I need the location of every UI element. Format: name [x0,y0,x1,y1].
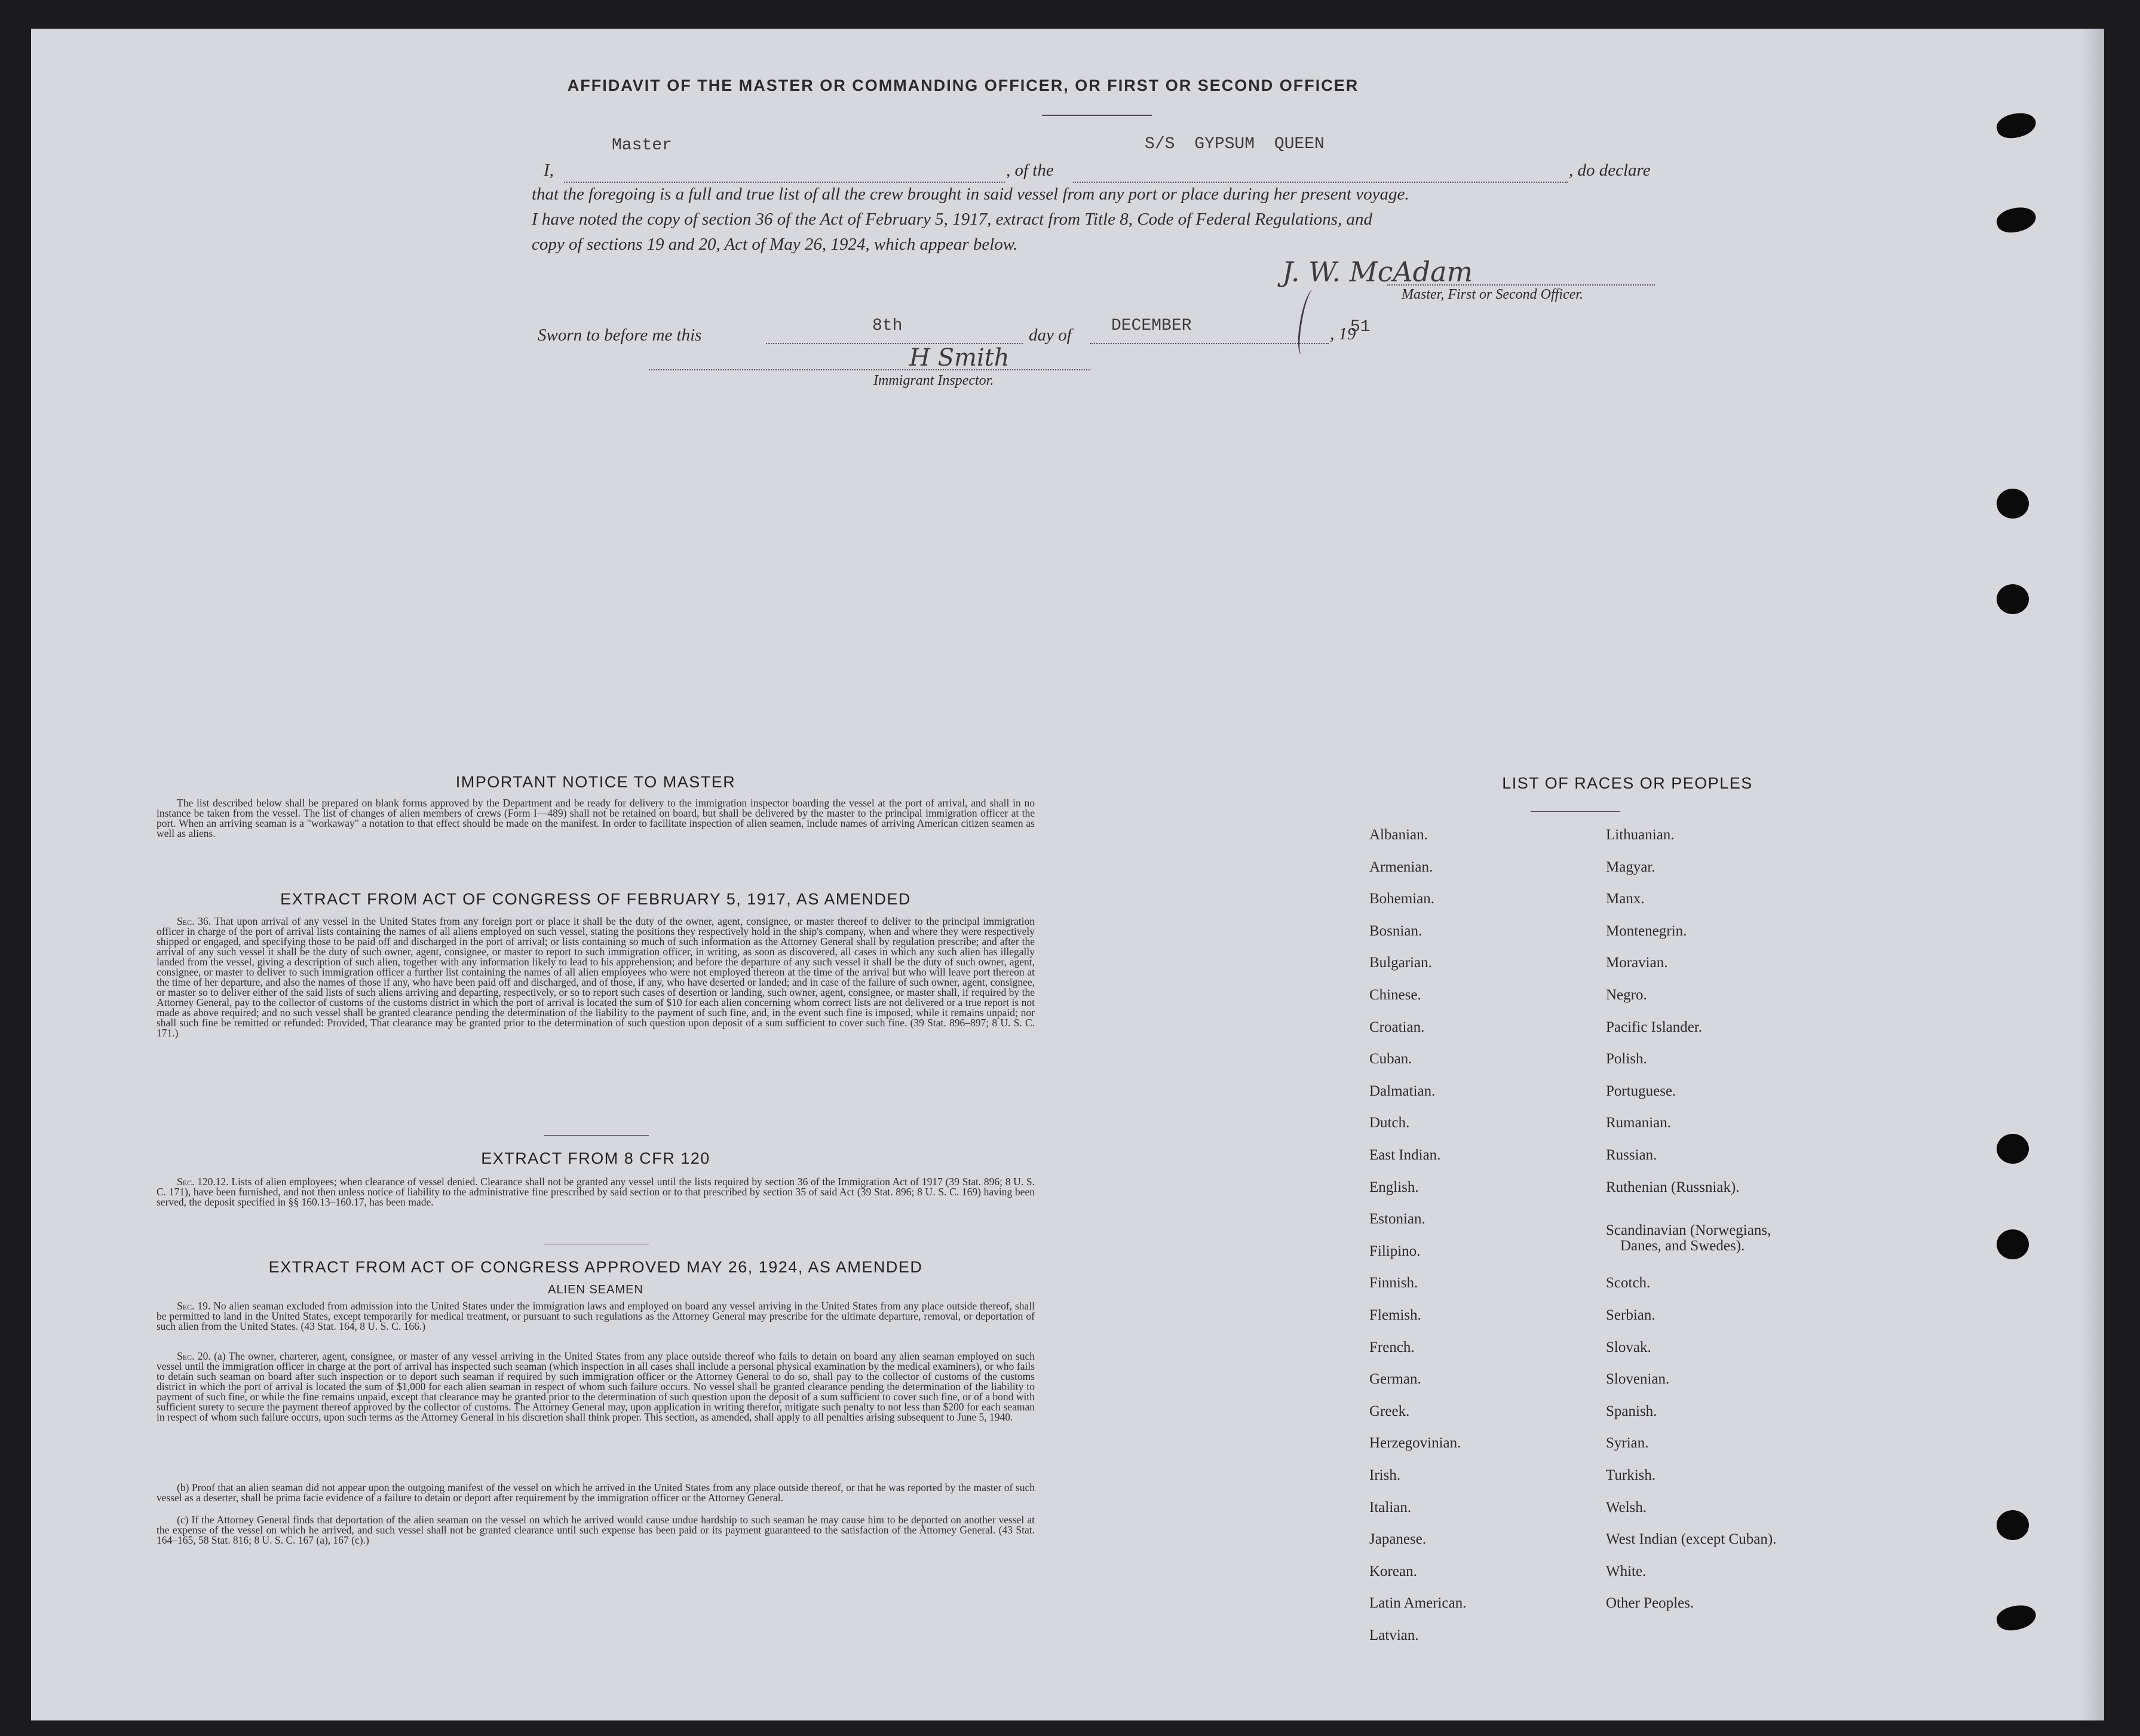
punch-hole [1994,1602,2038,1634]
race-item: Chinese. [1369,987,1421,1003]
punch-hole [1997,584,2029,614]
extract-8cfr-text: Lists of alien employees; when clearance of vessel denied. Clearance shall not be granted any vessel until the lists required by section 36 of the Immigration Act of 1917 (39 Stat. 896; 8 U. S. C. 171), have been furnished, and not then unless notice of liability to the administrative fine prescribed by said section or to that prescribed by section 35 of said Act (39 Stat. 896; 8 U. S. C. 169) having been served, the deposit specified in §§ 160.13–160.17, has been made. [157,1176,1035,1208]
extract-8cfr-body [157,1177,1035,1207]
race-item: Pacific Islander. [1606,1019,1703,1035]
race-item: Estonian. [1369,1211,1425,1228]
extract-1917-text: That upon arrival of any vessel in the United States from any foreign port or place it shall be the duty of the owner, agent, consignee, or master thereof to deliver to the principal immigration officer in charge of the port of arrival lists containing the names of all aliens employed on such vessel, stating the positions they respectively hold in the ship's company, when and where they were respectively shipped or engaged, and specifying those to be paid off and discharged in the port of arrival; or lists containing so much of such information as the Attorney General shall by regulation prescribe; and after the arrival of any such vessel it shall be the duty of such owner, agent, consignee, or master to report to such immigration officer, in writing, as soon as discovered, all cases in which any such alien has illegally landed from the vessel, giving a description of such alien, together with any information likely to lead to his apprehension; and before the departure of any such vessel it shall be the duty of such owner, agent, consignee, or master to deliver to such immigration officer a further list containing the names of all alien employees who were not employed thereon at the time of the arrival but who will leave port thereon at the time of her departure, and also the names of those if any, who have been paid off and discharged, and of those, if any, who have deserted or landed; and in case of the failure of such owner, agent, consignee, or master so to deliver either of the said lists of such aliens arriving and departing, respectively, or so to report such cases of desertion or landing, such owner, agent, consignee, or master shall, if required by the Attorney General, pay to the collector of customs of the customs district in which the port of arrival is located the sum of $10 for each alien concerning whom correct lists are not delivered or a true report is not made as above required; and no such vessel shall be granted clearance pending the determination of the liability to the payment of such fine, and, in the event such fine is imposed, while it remains unpaid; nor shall such fine be remitted or refunded: Provided, That clearance may be granted prior to the determination of such question upon deposit of a sum sufficient to cover such fine. (39 Stat. 896–897; 8 U. S. C. 171.) [157,915,1035,1039]
extract-1917-body [157,916,1035,1038]
inspector-signature: H Smith [909,344,1010,372]
sec-19-label: Sec. 19. [177,1300,211,1312]
race-item: English. [1369,1179,1419,1195]
extract-1924-subtitle: ALIEN SEAMEN [548,1283,643,1296]
race-item: Filipino. [1369,1243,1421,1259]
race-item: Bosnian. [1369,922,1422,939]
race-item: Bulgarian. [1369,955,1432,971]
extract-8cfr-sec: Sec. 120.12. [177,1176,229,1188]
sworn-month-value: DECEMBER [1111,317,1192,335]
declare-label: , do declare [1569,161,1651,180]
sworn-label: Sworn to before me this [538,326,702,345]
race-item: Welsh. [1606,1499,1647,1516]
master-caption: Master, First or Second Officer. [1402,287,1583,302]
of-the-label: , of the [1006,161,1054,180]
race-item: Albanian. [1369,827,1428,843]
punch-hole [1997,1229,2029,1259]
extract-1924-sec20a [157,1351,1035,1422]
extract-1917-title: EXTRACT FROM ACT OF CONGRESS OF FEBRUARY 5, 1917, AS AMENDED [280,890,911,908]
race-item: Scandinavian (Norwegians, [1606,1222,1771,1238]
sworn-day-value: 8th [872,317,903,335]
affidavit-i: I, [544,161,554,180]
race-item: Ruthenian (Russniak). [1606,1179,1740,1195]
officer-value: Master [612,136,672,155]
race-item: German. [1369,1371,1421,1388]
race-item: Finnish. [1369,1275,1418,1292]
divider [1531,811,1620,812]
race-item: Latvian. [1369,1627,1419,1643]
race-item: Herzegovinian. [1369,1435,1461,1452]
extract-1924-title: EXTRACT FROM ACT OF CONGRESS APPROVED MAY 26, 1924, AS AMENDED [268,1258,923,1276]
race-item: Slovenian. [1606,1371,1670,1388]
race-item: Moravian. [1606,955,1668,971]
races-title: LIST OF RACES OR PEOPLES [1502,774,1753,792]
extract-1917-sec: Sec. 36. [177,915,211,927]
race-item: Cuban. [1369,1051,1412,1068]
race-item: Latin American. [1369,1595,1467,1612]
race-item: Lithuanian. [1606,827,1675,843]
race-item: Danes, and Swedes). [1620,1237,1745,1254]
punch-hole [1997,1510,2029,1540]
sec-19-text: No alien seaman excluded from admission into the United States under the immigration laws and employed on board any vessel arriving in the United States from any place outside thereof, shall be permitted to land in the United States, except temporarily for medical treatment, or pursuant to such regulations as the Attorney General may prescribe for the ultimate departure, removal, or deportation of such alien from the United States. (43 Stat. 164, 8 U. S. C. 166.) [157,1300,1035,1332]
race-item: Turkish. [1606,1467,1656,1483]
extract-8cfr-title: EXTRACT FROM 8 CFR 120 [481,1149,710,1167]
sec-20-label: Sec. 20. [177,1350,211,1362]
race-item: Croatian. [1369,1019,1425,1035]
race-item: Montenegrin. [1606,922,1687,939]
race-item: Russian. [1606,1147,1657,1163]
notice-text: The list described below shall be prepared on blank forms approved by the Department and be ready for delivery to the immigration inspector boarding the vessel at the port of arrival, and shall in no instance be taken from the vessel. The list of changes of alien members of crews (Form I—489) shall not be retained on board, but shall be delivered by the master to the principal immigration officer at the port. When an arriving seaman is a "workaway" a notation to that effect should be made on the manifest. In order to facilitate inspection of alien seamen, include names of arriving American citizen seamen as well as aliens. [157,797,1035,839]
officer-field [564,159,1005,183]
race-item: Dutch. [1369,1115,1410,1131]
affidavit-line-2: that the foregoing is a full and true list of all the crew brought in said vessel from any port or place during her present voyage. [532,185,1409,204]
extract-1924-sec20c: (c) If the Attorney General finds that deportation of the alien seaman on the vessel on which he arrived would cause undue hardship to such seaman he may cause him to be deported on another vessel at the expense of the vessel on which he arrived, and such vessel shall not be granted clearance until such expense has been paid or its payment guaranteed to the satisfaction of the Attorney General. (43 Stat. 164–165, 58 Stat. 816; 8 U. S. C. 167 (a), 167 (c).) [157,1514,1035,1546]
race-item: Other Peoples. [1606,1595,1694,1612]
year-suffix: 51 [1350,318,1371,336]
extract-1924-sec20b: (b) Proof that an alien seaman did not appear upon the outgoing manifest of the vessel on which he arrived in the United States from any place outside thereof, or that he was reported by the master of such vessel as a deserter, shall be prima facie evidence of a failure to detain or deport after requirement by the immigration officer or the Attorney General. [157,1482,1035,1504]
document-page [31,29,2104,1720]
race-item: Greek. [1369,1403,1410,1419]
day-of-label: day of [1029,326,1072,345]
notice-title: IMPORTANT NOTICE TO MASTER [455,773,736,791]
race-item: Rumanian. [1606,1115,1672,1131]
race-item: White. [1606,1563,1647,1579]
page-edge-shadow [2081,29,2104,1720]
race-item: Polish. [1606,1051,1647,1068]
race-item: Irish. [1369,1467,1401,1483]
divider [1042,115,1152,116]
race-item: Dalmatian. [1369,1082,1436,1099]
race-item: Portuguese. [1606,1082,1676,1099]
race-item: Armenian. [1369,858,1433,875]
race-item: Japanese. [1369,1531,1427,1548]
punch-hole [1997,489,2029,519]
extract-1924-sec19 [157,1301,1035,1332]
race-item: Serbian. [1606,1307,1655,1323]
race-item: Magyar. [1606,858,1655,875]
year-prefix: , 19 [1330,324,1356,343]
punch-hole [1994,109,2038,142]
inspector-signature-line [649,349,1090,370]
divider [544,1135,649,1136]
vessel-value: S/S GYPSUM QUEEN [1145,135,1325,154]
race-item: French. [1369,1339,1415,1355]
race-item: Syrian. [1606,1435,1649,1452]
race-item: Italian. [1369,1499,1412,1516]
race-item: East Indian. [1369,1147,1441,1163]
inspector-caption: Immigrant Inspector. [873,373,994,388]
punch-hole [1994,204,2038,237]
race-item: Korean. [1369,1563,1417,1579]
master-signature-line [1387,266,1655,286]
sec-20a-text: (a) The owner, charterer, agent, consignee, or master of any vessel arriving in the United States from any place outside thereof who fails to detain on board any alien seaman employed on such vessel until the immigration officer in charge at the port of arrival has inspected such seaman (which inspection in all cases shall include a personal physical examination by the medical examiners), or who fails to detain such seaman on board after such inspection or to deport such seaman if required by such immigration officer or the Attorney General to do so, shall pay to the collector of customs of the customs district in which the port of arrival is located the sum of $1,000 for each alien seaman in respect of whom such failure occurs. No vessel shall be granted clearance pending the determination of the liability to payment of such fine, or while the fine remains unpaid, except that clearance may be granted prior to the determination of such question upon the deposit of a sum sufficient to cover such fine, or of a bond with sufficient surety to secure the payment thereof approved by the collector of customs. The Attorney General may, upon application in writing therefor, mitigate such penalty to not less than $200 for each seaman in respect of whom such failure occurs, upon such terms as the Attorney General in his discretion shall think proper. This section, as amended, shall apply to all penalties arising subsequent to June 5, 1940. [157,1350,1035,1423]
affidavit-line-4: copy of sections 19 and 20, Act of May 26, 1924, which appear below. [532,235,1018,254]
race-item: West Indian (except Cuban). [1606,1531,1777,1548]
punch-hole [1997,1134,2029,1164]
affidavit-title: AFFIDAVIT OF THE MASTER OR COMMANDING OFFICER, OR FIRST OR SECOND OFFICER [567,76,1359,94]
race-item: Spanish. [1606,1403,1657,1419]
race-item: Scotch. [1606,1275,1651,1292]
affidavit-line-3: I have noted the copy of section 36 of the Act of February 5, 1917, extract from Title 8, Code of Federal Regulations, and [532,210,1373,229]
race-item: Bohemian. [1369,891,1435,907]
race-item: Negro. [1606,987,1647,1003]
race-item: Flemish. [1369,1307,1421,1323]
vessel-field [1073,159,1568,183]
master-signature: J. W. McAdam [1282,256,1473,288]
race-item: Manx. [1606,891,1645,907]
race-item: Slovak. [1606,1339,1651,1355]
